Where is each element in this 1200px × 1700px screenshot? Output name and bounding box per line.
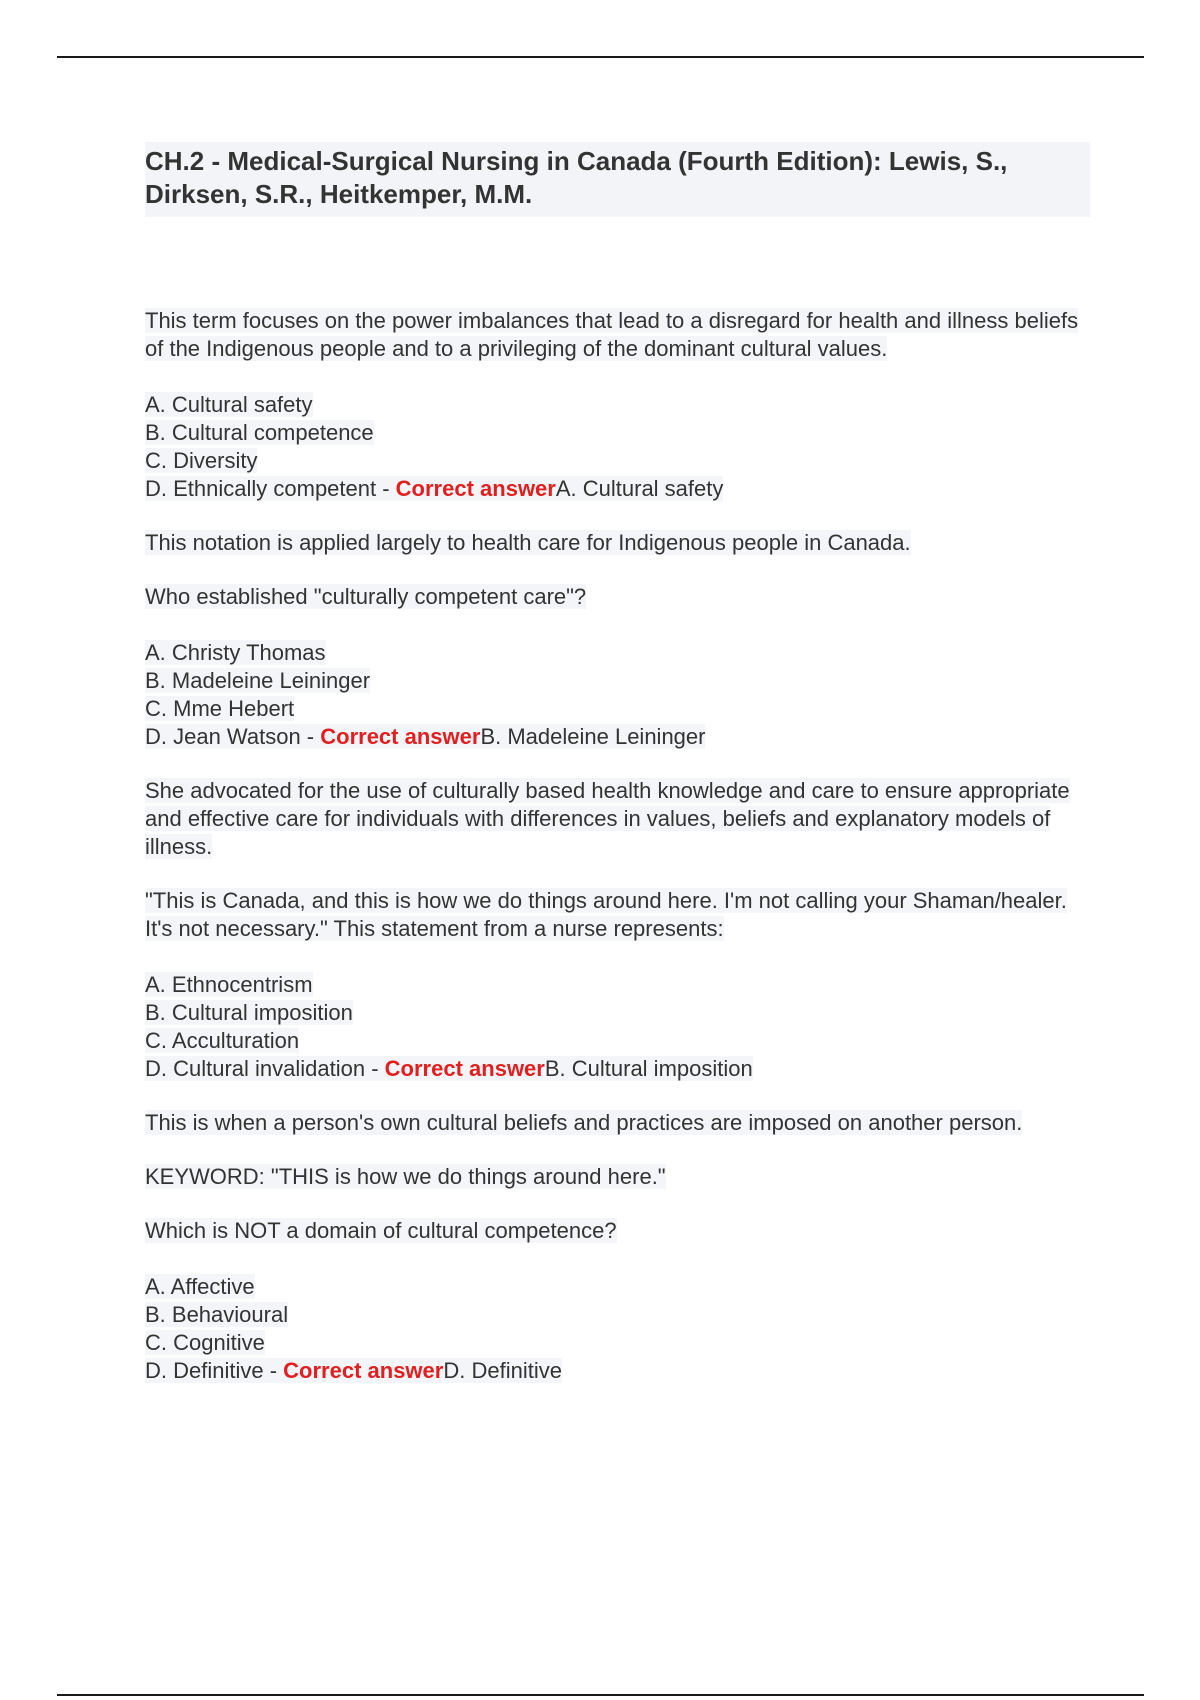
option: B. Cultural imposition bbox=[145, 1000, 353, 1025]
question-block bbox=[145, 1217, 1090, 1385]
option: A. Affective bbox=[145, 1274, 255, 1299]
page-content bbox=[145, 142, 1090, 1385]
option: C. Acculturation bbox=[145, 1028, 300, 1053]
question-block bbox=[145, 307, 1090, 557]
answer-text: A. Cultural safety bbox=[555, 476, 724, 501]
bottom-rule bbox=[57, 1694, 1144, 1696]
option: C. Cognitive bbox=[145, 1330, 265, 1355]
option: D. Ethnically competent - bbox=[145, 476, 396, 501]
option: B. Behavioural bbox=[145, 1302, 289, 1327]
explanation: This is when a person's own cultural beliefs and practices are imposed on another person. bbox=[145, 1110, 1023, 1135]
option: C. Diversity bbox=[145, 448, 258, 473]
correct-answer-label: Correct answer bbox=[320, 724, 481, 749]
options-list bbox=[145, 1273, 1090, 1385]
options-list bbox=[145, 639, 1090, 751]
option: A. Christy Thomas bbox=[145, 640, 326, 665]
question-prompt: Who established "culturally competent care"? bbox=[145, 584, 587, 609]
document-title: CH.2 - Medical-Surgical Nursing in Canada (Fourth Edition): Lewis, S., Dirksen, S.R., Heitkemper, M.M. bbox=[145, 142, 1090, 217]
question-block bbox=[145, 887, 1090, 1191]
answer-text: D. Definitive bbox=[443, 1358, 562, 1383]
keyword-note: KEYWORD: "THIS is how we do things around here." bbox=[145, 1164, 666, 1189]
correct-answer-label: Correct answer bbox=[283, 1358, 444, 1383]
options-list bbox=[145, 971, 1090, 1083]
question-prompt: This term focuses on the power imbalances that lead to a disregard for health and illness beliefs of the Indigenous people and to a privileging of the dominant cultural values. bbox=[145, 308, 1079, 361]
explanation: This notation is applied largely to health care for Indigenous people in Canada. bbox=[145, 530, 911, 555]
top-rule bbox=[57, 56, 1144, 58]
option: A. Cultural safety bbox=[145, 392, 313, 417]
question-block bbox=[145, 583, 1090, 861]
option: A. Ethnocentrism bbox=[145, 972, 313, 997]
option: D. Cultural invalidation - bbox=[145, 1056, 385, 1081]
correct-answer-label: Correct answer bbox=[384, 1056, 545, 1081]
option: D. Jean Watson - bbox=[145, 724, 321, 749]
option: C. Mme Hebert bbox=[145, 696, 295, 721]
question-prompt: "This is Canada, and this is how we do things around here. I'm not calling your Shaman/healer. It's not necessary." This statement from a nurse represents: bbox=[145, 888, 1067, 941]
option: B. Cultural competence bbox=[145, 420, 374, 445]
question-prompt: Which is NOT a domain of cultural competence? bbox=[145, 1218, 617, 1243]
options-list bbox=[145, 391, 1090, 503]
explanation: She advocated for the use of culturally based health knowledge and care to ensure appropriate and effective care for individuals with differences in values, beliefs and explanatory models of illness. bbox=[145, 778, 1070, 859]
correct-answer-label: Correct answer bbox=[395, 476, 556, 501]
answer-text: B. Madeleine Leininger bbox=[480, 724, 706, 749]
option: B. Madeleine Leininger bbox=[145, 668, 371, 693]
answer-text: B. Cultural imposition bbox=[544, 1056, 753, 1081]
option: D. Definitive - bbox=[145, 1358, 284, 1383]
